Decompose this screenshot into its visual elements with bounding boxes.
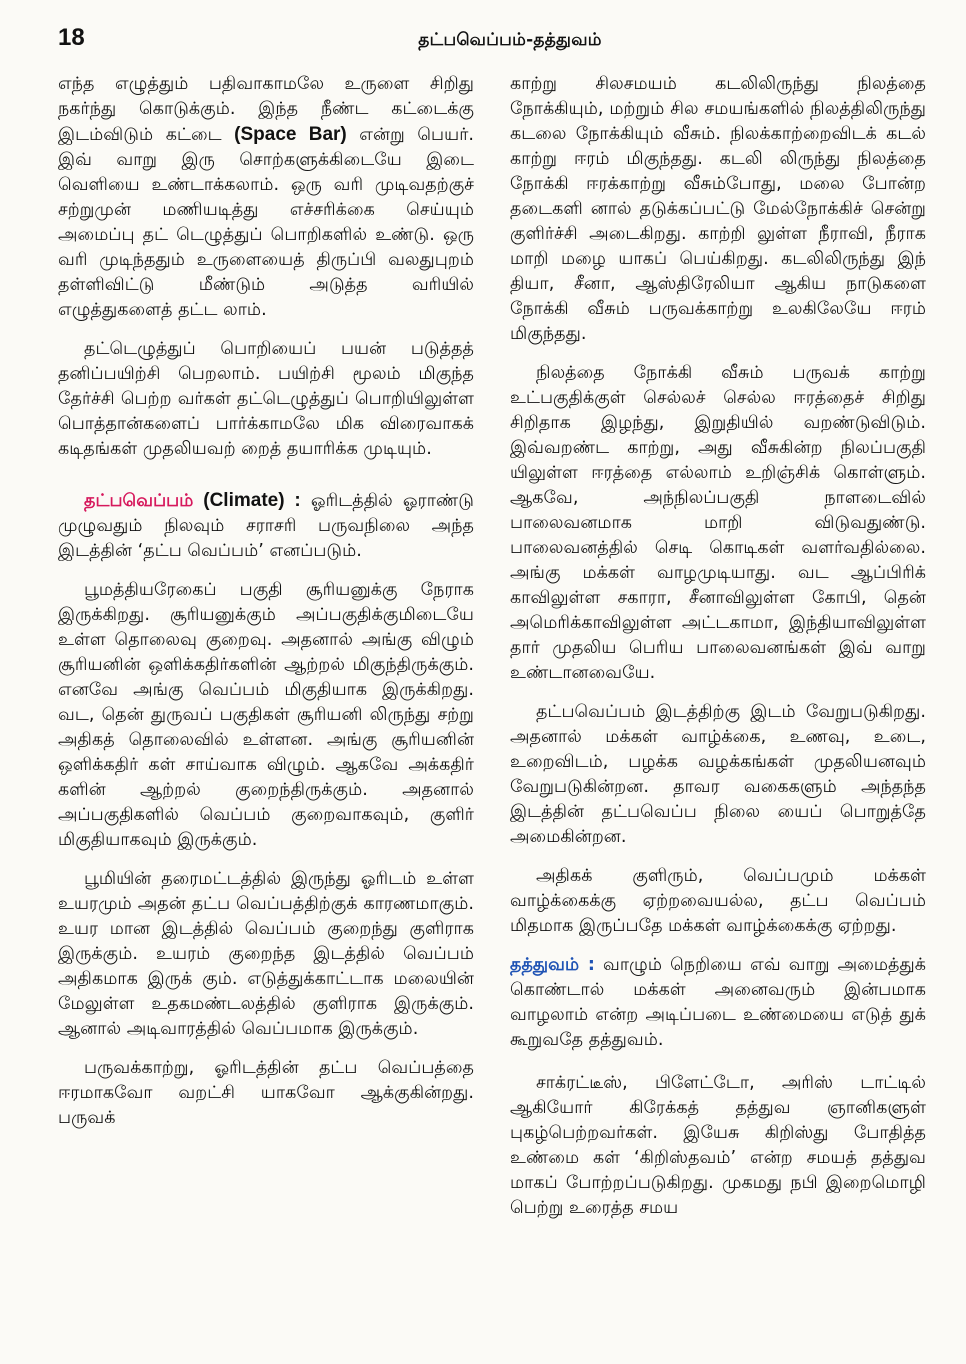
paragraph-philosophers: சாக்ரட்டீஸ், பிளேட்டோ, அரிஸ் டாட்டில் ஆகியோர் கிரேக்கத் தத்துவ ஞானிகளுள் புகழ்பெற்றவர்கள். இயேசு கிறிஸ்து போதித்த உண்மை கள் ‘கிறிஸ்தவம்’ என்ற சமயத் தத்துவ மாகப் போற்றப்படுகிறது. முகமது நபி இறைமொழி பெற்று உரைத்த சமய (510, 1073, 926, 1218)
climate-heading-english: (Climate) : (193, 490, 301, 511)
philosophy-definition: வாழும் நெறியை எவ் வாறு அமைத்துக் கொண்டால் மக்கள் அனைவரும் இன்பமாக வாழலாம் என்ற அடிப்படை உண்மையை எடுத் துக் கூறுவதே தத்துவம். (510, 955, 926, 1050)
paragraph-moderate-climate: அதிகக் குளிரும், வெப்பமும் மக்கள் வாழ்க்கைக்கு ஏற்றவையல்ல, தட்ப வெப்பம் மிதமாக இருப்பதே மக்கள் வாழ்க்கைக்கு ஏற்றது. (510, 866, 926, 936)
paragraph-desert: நிலத்தை நோக்கி வீசும் பருவக் காற்று உட்பகுதிக்குள் செல்லச் செல்ல ஈரத்தைச் சிறிது சிறிதாக இழந்து, இறுதியில் வறண்டுவிடும். இவ்வறண்ட காற்று, அது வீசுகின்ற நிலப்பகுதி யிலுள்ள ஈரத்தை எல்லாம் உறிஞ்சிக் கொள்ளும். ஆகவே, அந்நிலப்பகுதி நாளடைவில் பாலைவனமாக மாறி விடுவதுண்டு. பாலைவனத்தில் செடி கொடிகள் வளர்வதில்லை. அங்கு மக்கள் வாழமுடியாது. வட ஆப்பிரிக் காவிலுள்ள சகாரா, சீனாவிலுள்ள கோபி, தென் அமெரிக்காவிலுள்ள அட்டகாமா, இந்தியாவிலுள்ள தார் முதலிய பெரிய பாலைவனங்கள் இவ் வாறு உண்டானவையே. (510, 363, 926, 683)
paragraph-altitude: பூமியின் தரைமட்டத்தில் இருந்து ஓரிடம் உள்ள உயரமும் அதன் தட்ப வெப்பத்திற்குக் காரணமாகும். உயர மான இடத்தில் வெப்பம் குறைந்து குளிராக இருக்கும். உயரம் குறைந்த இடத்தில் வெப்பம் அதிகமாக இருக் கும். எடுத்துக்காட்டாக மலையின் மேலுள்ள உதகமண்டலத்தில் குளிராக இருக்கும். ஆனால் அடிவாரத்தில் வெப்பமாக இருக்கும். (58, 869, 474, 1039)
paragraph-text: எந்த எழுத்தும் பதிவாகாமலே உருளை சிறிது நகர்ந்து கொடுக்கும். இந்த நீண்ட கட்டைக்கு இடம்விடும் கட்டை (58, 74, 474, 145)
right-column (510, 72, 926, 1235)
left-column (58, 72, 474, 1145)
entry-philosophy (510, 953, 926, 1053)
philosophy-heading: தத்துவம் : (510, 955, 595, 975)
paragraph-sea-wind: காற்று சிலசமயம் கடலிலிருந்து நிலத்தை நோக்கியும், மற்றும் சில சமயங்களில் நிலத்திலிருந்து கடலை நோக்கியும் வீசும். நிலக்காற்றைவிடக் கடல் காற்று ஈரம் மிகுந்தது. கடலி லிருந்து நிலத்தை நோக்கி ஈரக்காற்று வீசும்போது, மலை போன்ற தடைகளி னால் தடுக்கப்பட்டு மேல்நோக்கிச் சென்று குளிர்ச்சி அடைகிறது. காற்றி லுள்ள நீராவி, நீராக மாறி மழை யாகப் பெய்கிறது. கடலிலிருந்து இந் தியா, சீனா, ஆஸ்திரேலியா ஆகிய நாடுகளை நோக்கி வீசும் பருவக்காற்று உலகிலேயே ஈரம் மிகுந்தது. (510, 74, 926, 344)
entry-climate (58, 488, 474, 564)
paragraph-space-bar (58, 72, 474, 323)
space-bar-term: (Space Bar) (234, 124, 347, 145)
page-number: 18 (58, 24, 85, 51)
paragraph-text: என்று பெயர். இவ் வாறு இரு சொற்களுக்கிடையே இடை வெளியை உண்டாக்கலாம். ஒரு வரி முடிவதற்குச் சற்றுமுன் மணியடித்து எச்சரிக்கை செய்யும் அமைப்பு தட் டெழுத்துப் பொறிகளில் உண்டு. ஒரு வரி முடிந்ததும் உருளையைத் திருப்பி வலதுபுறம் தள்ளிவிட்டு மீண்டும் அடுத்த வரியில் எழுத்துகளைத் தட்ட லாம். (58, 125, 474, 320)
paragraph-monsoon-start: பருவக்காற்று, ஓரிடத்தின் தட்ப வெப்பத்தை ஈரமாகவோ வறட்சி யாகவோ ஆக்குகின்றது. பருவக் (58, 1058, 474, 1128)
running-title: தட்பவெப்பம்-தத்துவம் (418, 30, 602, 50)
climate-definition: ஓரிடத்தில் ஓராண்டு முழுவதும் நிலவும் சராசரி பருவநிலை அந்த இடத்தின் ‘தட்ப வெப்பம்’ எனப்படும். (58, 491, 474, 561)
paragraph-typing-training: தட்டெழுத்துப் பொறியைப் பயன் படுத்தத் தனிப்பயிற்சி பெறலாம். பயிற்சி மூலம் மிகுந்த தேர்ச்சி பெற்ற வர்கள் தட்டெழுத்துப் பொறியிலுள்ள பொத்தான்களைப் பார்க்காமலே மிக விரைவாகக் கடிதங்கள் முதலியவற் றைத் தயாரிக்க முடியும். (58, 339, 474, 459)
climate-heading: தட்பவெப்பம் (84, 491, 194, 511)
paragraph-climate-variation: தட்பவெப்பம் இடத்திற்கு இடம் வேறுபடுகிறது. அதனால் மக்கள் வாழ்க்கை, உணவு, உடை, உறைவிடம், பழக்க வழக்கங்கள் முதலியனவும் வேறுபடுகின்றன. தாவர வகைகளும் அந்தந்த இடத்தின் தட்பவெப்ப நிலை யைப் பொறுத்தே அமைகின்றன. (510, 702, 926, 847)
paragraph-equator: பூமத்தியரேகைப் பகுதி சூரியனுக்கு நேராக இருக்கிறது. சூரியனுக்கும் அப்பகுதிக்குமிடையே உள்ள தொலைவு குறைவு. அதனால் அங்கு விழும் சூரியனின் ஒளிக்கதிர்களின் ஆற்றல் மிகுந்திருக்கும். எனவே அங்கு வெப்பம் மிகுதியாக இருக்கிறது. வட, தென் துருவப் பகுதிகள் சூரியனி லிருந்து சற்று அதிகத் தொலைவில் உள்ளன. அங்கு சூரியனின் ஒளிக்கதிர் கள் சாய்வாக விழும். ஆகவே அக்கதிர் களின் ஆற்றல் குறைந்திருக்கும். அதனால் அப்பகுதிகளில் வெப்பம் குறைவாகவும், குளிர் மிகுதியாகவும் இருக்கும். (58, 580, 474, 850)
